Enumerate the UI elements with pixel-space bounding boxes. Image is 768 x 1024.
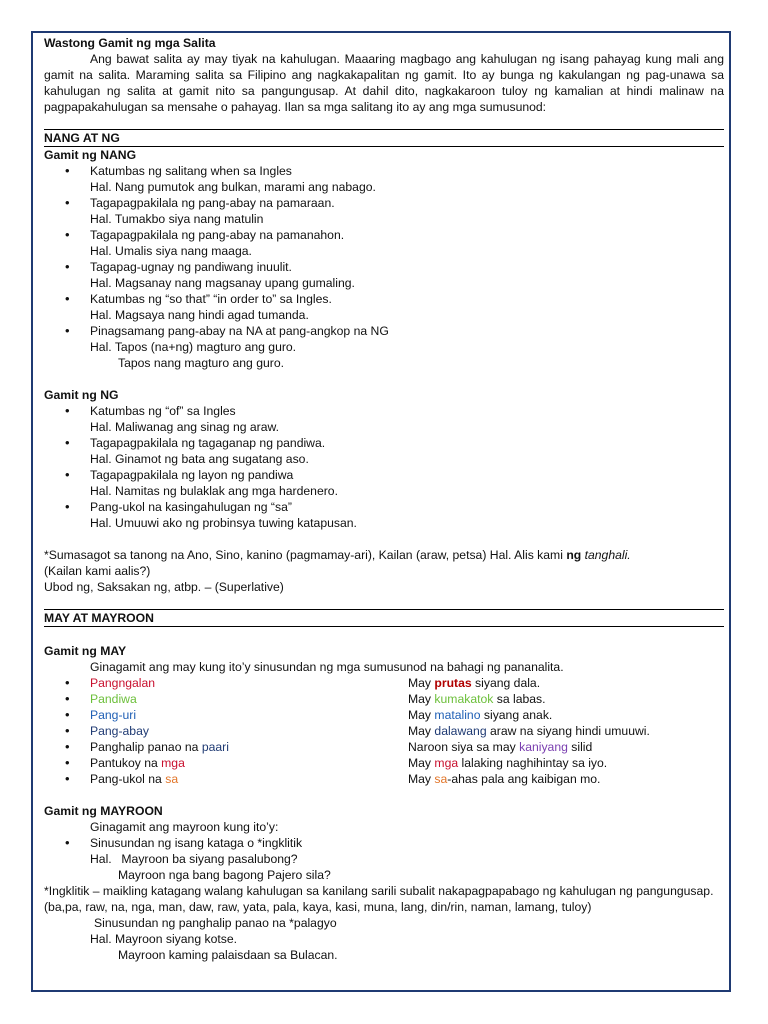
ng-note: *Sumasagot sa tanong na Ano, Sino, kanino (pagmamay-ari), Kailan (araw, petsa) Hal. Alis kami ng tanghali. (Kailan kami aalis?) — [44, 548, 631, 578]
part-of-speech: • Pang-uri — [90, 708, 137, 722]
example-line: Hal. Namitas ng bulaklak ang mga hardenero. — [90, 484, 338, 498]
usage-example: May mga lalaking naghihintay sa iyo. — [408, 756, 608, 770]
may-usage-row — [44, 707, 724, 723]
list-item: • Pinagsamang pang-abay na NA at pang-angkop na NG — [44, 323, 724, 339]
usage-example: Naroon siya sa may kaniyang silid — [408, 740, 593, 754]
mayroon-description: Ginagamit ang mayroon kung ito’y: — [90, 820, 279, 834]
subheading-gamit-ng-nang: Gamit ng NANG — [44, 148, 137, 162]
list-item: • Pang-ukol na kasingahulugan ng “sa” — [44, 499, 724, 515]
usage-example: May matalino siyang anak. — [408, 708, 553, 722]
example-line: Hal. Umuuwi ako ng probinsya tuwing katapusan. — [90, 516, 357, 530]
example-line: Hal. Tapos (na+ng) magturo ang guro. — [90, 340, 297, 354]
usage-example: May dalawang araw na siyang hindi umuuwi. — [408, 724, 650, 738]
list-item: • Tagapagpakilala ng tagaganap ng pandiwa. — [44, 435, 724, 451]
part-of-speech: • Pang-ukol na sa — [90, 772, 179, 786]
superlative-note: Ubod ng, Saksakan ng, atbp. – (Superlative) — [44, 580, 284, 594]
usage-example: May prutas siyang dala. — [408, 676, 541, 690]
document-title: Wastong Gamit ng mga Salita — [44, 36, 216, 50]
example-line: Hal. Magsanay nang magsanay upang gumaling. — [90, 276, 355, 290]
ingklitik-list: (ba,pa, raw, na, nga, man, daw, raw, yata, pala, kaya, kasi, muna, lang, din/rin, naman, lamang, tuloy) — [44, 900, 592, 914]
may-usage-row — [44, 691, 724, 707]
part-of-speech: • Panghalip panao na paari — [90, 740, 229, 754]
part-of-speech: • Pantukoy na mga — [90, 756, 185, 770]
document-body — [44, 35, 724, 963]
list-item: • Tagapag-ugnay ng pandiwang inuulit. — [44, 259, 724, 275]
example-line: Hal. Umalis siya nang maaga. — [90, 244, 252, 258]
example-line: Hal. Mayroon siyang kotse. — [90, 932, 237, 946]
example-line: Tapos nang magturo ang guro. — [118, 356, 284, 370]
may-usage-row — [44, 755, 724, 771]
intro-paragraph: Ang bawat salita ay may tiyak na kahulugan. Maaaring magbago ang kahulugan ng isang pahayag kung mali ang gamit na salita. Maraming salita sa Filipino ang nagkakapalitan ng gamit. Ito ay bunga ng kakulangan ng pag-unawa sa kahulugan ng salita at gamit nito sa pangungusap. At dahil dito, nagkakaroon tuloy ng kamalian at hindi malinaw na pagpapakahulugan sa mensahe o pahayag. Ilan sa mga salitang ito ay ang mga sumusunod: — [44, 52, 724, 114]
part-of-speech: • Pandiwa — [90, 692, 137, 706]
part-of-speech: • Pangngalan — [90, 676, 156, 690]
example-line: Hal. Maliwanag ang sinag ng araw. — [90, 420, 280, 434]
usage-example: May sa-ahas pala ang kaibigan mo. — [408, 772, 601, 786]
may-usage-row — [44, 739, 724, 755]
subheading-gamit-ng-may: Gamit ng MAY — [44, 644, 127, 658]
example-line: Hal. Magsaya nang hindi agad tumanda. — [90, 308, 309, 322]
list-item: • Katumbas ng “of” sa Ingles — [44, 403, 724, 419]
example-line: Hal. Nang pumutok ang bulkan, marami ang nabago. — [90, 180, 376, 194]
example-line: Hal. Mayroon ba siyang pasalubong? — [90, 852, 298, 866]
example-line: Hal. Tumakbo siya nang matulin — [90, 212, 264, 226]
part-of-speech: • Pang-abay — [90, 724, 149, 738]
subheading-gamit-ng-ng: Gamit ng NG — [44, 388, 119, 402]
list-item: • Katumbas ng salitang when sa Ingles — [44, 163, 724, 179]
section-heading-nang-at-ng: NANG AT NG — [44, 129, 724, 147]
may-usage-row — [44, 723, 724, 739]
panghalip-rule: Sinusundan ng panghalip panao na *palagyo — [94, 916, 337, 930]
may-usage-row — [44, 771, 724, 787]
nang-rule-list — [44, 163, 724, 371]
may-description: Ginagamit ang may kung ito’y sinusundan ng mga sumusunod na bahagi ng pananalita. — [90, 660, 564, 674]
usage-example: May kumakatok sa labas. — [408, 692, 546, 706]
list-item: • Sinusundan ng isang kataga o *ingklitik — [44, 835, 724, 851]
subheading-gamit-ng-mayroon: Gamit ng MAYROON — [44, 804, 163, 818]
section-heading-may-at-mayroon: MAY AT MAYROON — [44, 609, 724, 627]
list-item: • Katumbas ng “so that” “in order to” sa Ingles. — [44, 291, 724, 307]
may-usage-row — [44, 675, 724, 691]
example-line: Hal. Ginamot ng bata ang sugatang aso. — [90, 452, 309, 466]
ingklitik-note: *Ingklitik – maikling katagang walang kahulugan sa kanilang sarili subalit nakapagpapabago ng kahulugan ng pangungusap. — [44, 884, 714, 898]
mayroon-rule-list — [44, 835, 724, 851]
list-item: • Tagapagpakilala ng pang-abay na pamanahon. — [44, 227, 724, 243]
list-item: • Tagapagpakilala ng layon ng pandiwa — [44, 467, 724, 483]
ng-rule-list — [44, 403, 724, 531]
example-line: Mayroon nga bang bagong Pajero sila? — [118, 868, 331, 882]
list-item: • Tagapagpakilala ng pang-abay na pamaraan. — [44, 195, 724, 211]
example-line: Mayroon kaming palaisdaan sa Bulacan. — [118, 948, 338, 962]
may-usage-table — [44, 675, 724, 787]
